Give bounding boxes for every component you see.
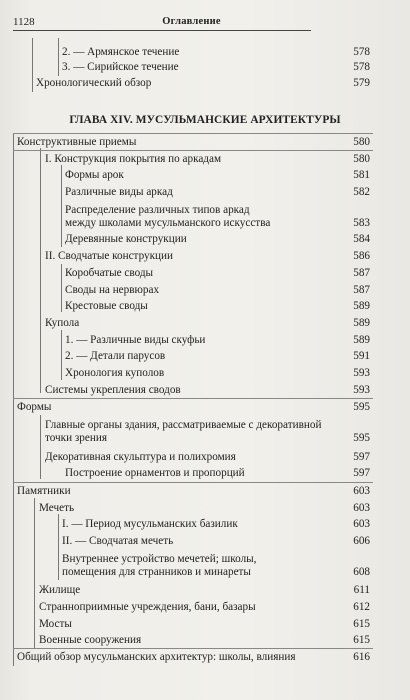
tree-line xyxy=(61,330,62,380)
row-rule xyxy=(13,150,373,151)
toc-entry: 2. — Детали парусов 591 xyxy=(65,350,370,362)
tree-line xyxy=(61,264,62,312)
toc-entry: Декоративная скульптура и полихромия 597 xyxy=(45,451,370,463)
toc-entry: помещения для странников и минареты 608 xyxy=(62,566,370,578)
toc-entry: Крестовые своды 589 xyxy=(65,300,370,312)
tree-line xyxy=(32,38,33,92)
toc-entry: Мечеть 603 xyxy=(39,502,370,514)
tree-line xyxy=(61,165,62,247)
toc-entry: I. — Период мусульманских базилик 603 xyxy=(62,518,370,530)
tree-line xyxy=(58,38,59,76)
toc-entry: Странноприимные учреждения, бани, базары 612 xyxy=(39,601,370,613)
tree-line xyxy=(40,415,41,479)
toc-entry: 2. — Армянское течение 578 xyxy=(62,46,370,58)
section-rule xyxy=(13,133,373,134)
toc-entry: Купола 589 xyxy=(45,317,370,329)
running-title: Оглавление xyxy=(162,16,221,27)
toc-entry: Военные сооружения 615 xyxy=(39,634,370,646)
toc-entry: Деревянные конструкции 584 xyxy=(65,233,370,245)
toc-entry: II. — Сводчатая мечеть 606 xyxy=(62,535,370,547)
toc-entry: Коробчатые своды 587 xyxy=(65,267,370,279)
tree-line xyxy=(58,514,59,580)
tree-line xyxy=(13,134,14,666)
toc-entry: Жилище 611 xyxy=(39,584,370,596)
toc-entry: 1. — Различные виды скуфьи 589 xyxy=(65,334,370,346)
chapter-title: ГЛАВА XIV. МУСУЛЬМАНСКИЕ АРХИТЕКТУРЫ xyxy=(69,114,341,126)
toc-entry: Формы арок 581 xyxy=(65,169,370,181)
toc-entry: Хронология куполов 593 xyxy=(65,367,370,379)
row-rule xyxy=(13,482,373,483)
tree-line xyxy=(34,498,35,648)
toc-entry: Системы укрепления сводов 593 xyxy=(45,384,370,396)
toc-entry: I. Конструкция покрытия по аркадам 580 xyxy=(45,153,370,165)
toc-entry: Мосты 615 xyxy=(39,618,370,630)
row-rule xyxy=(13,398,373,399)
toc-entry: Распределение различных типов аркад xyxy=(65,204,250,216)
toc-entry: Своды на нервюрах 587 xyxy=(65,284,370,296)
toc-entry: Главные органы здания, рассматриваемые с декоративной xyxy=(45,419,322,431)
tree-line xyxy=(40,148,41,393)
toc-entry: Построение орнаментов и пропорций 597 xyxy=(65,467,370,479)
toc-entry: Конструктивные приемы 580 xyxy=(17,136,370,148)
toc-entry: Памятники 603 xyxy=(17,485,370,497)
toc-entry: Хронологический обзор 579 xyxy=(36,77,370,89)
page-number: 1128 xyxy=(13,16,35,28)
row-rule xyxy=(13,648,373,649)
toc-entry: 3. — Сирийское течение 578 xyxy=(62,61,370,73)
toc-entry: Формы 595 xyxy=(17,401,370,413)
toc-entry: точки зрения 595 xyxy=(45,432,370,444)
toc-entry: Внутреннее устройство мечетей; школы, xyxy=(62,553,257,565)
toc-entry: Общий обзор мусульманских архитектур: школы, влияния 616 xyxy=(17,651,370,663)
toc-entry: между школами мусульманского искусства 583 xyxy=(65,217,370,229)
toc-entry: Различные виды аркад 582 xyxy=(65,186,370,198)
toc-entry: II. Сводчатые конструкции 586 xyxy=(45,250,370,262)
